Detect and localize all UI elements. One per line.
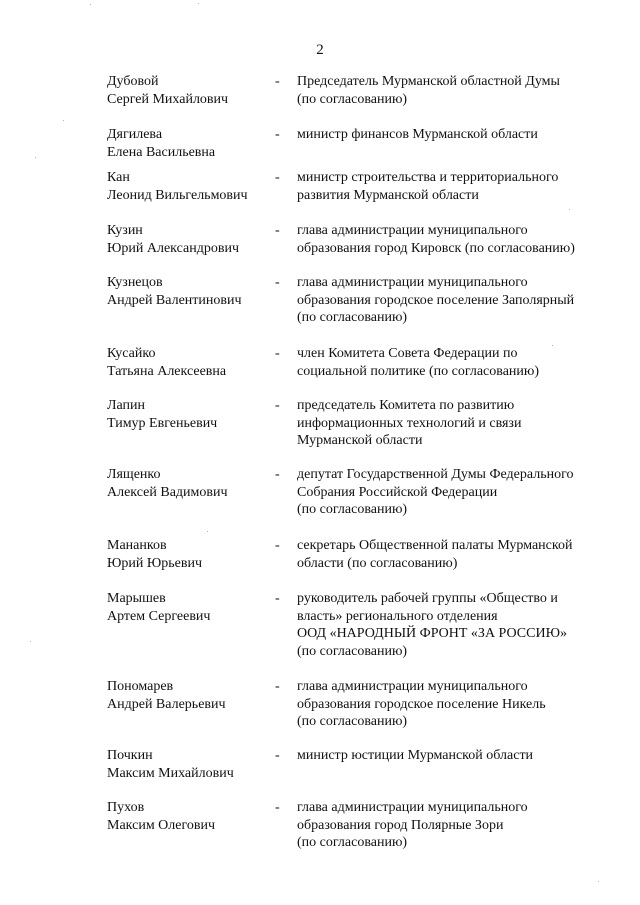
- member-given-names: Алексей Вадимович: [107, 484, 228, 500]
- position-line: социальной политике (по согласованию): [297, 363, 540, 379]
- member-name: [107, 466, 267, 501]
- member-name: [107, 73, 267, 108]
- member-position: [297, 126, 617, 144]
- position-line: руководитель рабочей группы «Общество и: [297, 591, 558, 606]
- position-line: (по согласованию): [297, 714, 408, 729]
- position-line: образования городское поселение Заполярный: [297, 292, 575, 308]
- member-position: [297, 274, 617, 327]
- position-line: член Комитета Совета Федерации по: [297, 346, 518, 361]
- member-given-names: Максим Михайлович: [107, 765, 234, 781]
- position-line: области (по согласованию): [297, 555, 458, 571]
- separator-dash: -: [275, 74, 280, 89]
- position-line: развития Мурманской области: [297, 187, 479, 203]
- member-position: [297, 466, 617, 519]
- scan-speck: [552, 345, 553, 346]
- member-given-names: Артем Сергеевич: [107, 608, 211, 624]
- position-line: (по согласованию): [297, 835, 408, 850]
- member-given-names: Максим Олегович: [107, 817, 216, 833]
- scan-speck: [90, 4, 91, 5]
- position-line: Председатель Мурманской областной Думы: [297, 74, 560, 89]
- member-given-names: Андрей Валентинович: [107, 292, 242, 308]
- separator-dash: -: [275, 170, 280, 185]
- position-line: глава администрации муниципального: [297, 275, 528, 290]
- member-position: [297, 537, 617, 572]
- position-line: министр строительства и территориального: [297, 170, 559, 185]
- member-given-names: Андрей Валерьевич: [107, 696, 226, 712]
- member-position: [297, 590, 617, 660]
- separator-dash: -: [275, 538, 280, 553]
- separator-dash: -: [275, 467, 280, 482]
- scan-speck: [30, 641, 31, 642]
- position-line: Мурманской области: [297, 433, 423, 448]
- member-name: [107, 222, 267, 257]
- member-name: [107, 678, 267, 713]
- member-surname: Пухов: [107, 800, 145, 815]
- member-name: [107, 537, 267, 572]
- scan-speck: [35, 157, 36, 158]
- member-position: [297, 169, 617, 204]
- member-given-names: Сергей Михайлович: [107, 91, 229, 107]
- member-surname: Кан: [107, 170, 130, 185]
- member-surname: Мананков: [107, 538, 167, 553]
- member-given-names: Тимур Евгеньевич: [107, 415, 218, 431]
- member-given-names: Елена Васильевна: [107, 144, 216, 160]
- scan-speck: [598, 881, 599, 882]
- member-surname: Марышев: [107, 591, 166, 606]
- scan-speck: [198, 3, 199, 4]
- member-name: [107, 345, 267, 380]
- member-given-names: Юрий Юрьевич: [107, 555, 203, 571]
- separator-dash: -: [275, 275, 280, 290]
- member-surname: Пономарев: [107, 679, 174, 694]
- member-position: [297, 345, 617, 380]
- member-name: [107, 590, 267, 625]
- member-surname: Лященко: [107, 467, 161, 482]
- member-surname: Кузнецов: [107, 275, 163, 290]
- position-line: глава администрации муниципального: [297, 679, 528, 694]
- member-name: [107, 126, 267, 161]
- position-line: глава администрации муниципального: [297, 800, 528, 815]
- scan-speck: [207, 531, 208, 532]
- separator-dash: -: [275, 346, 280, 361]
- position-line: (по согласованию): [297, 502, 408, 517]
- scan-speck: [569, 209, 570, 210]
- separator-dash: -: [275, 223, 280, 238]
- separator-dash: -: [275, 748, 280, 763]
- member-given-names: Татьяна Алексеевна: [107, 363, 227, 379]
- position-line: ООД «НАРОДНЫЙ ФРОНТ «ЗА РОССИЮ»: [297, 626, 567, 641]
- page-number: 2: [316, 42, 324, 58]
- position-line: информационных технологий и связи: [297, 415, 522, 431]
- member-name: [107, 747, 267, 782]
- position-line: (по согласованию): [297, 310, 408, 325]
- member-position: [297, 747, 617, 765]
- separator-dash: -: [275, 591, 280, 606]
- position-line: глава администрации муниципального: [297, 223, 528, 238]
- separator-dash: -: [275, 800, 280, 815]
- member-position: [297, 397, 617, 450]
- position-line: председатель Комитета по развитию: [297, 398, 515, 413]
- separator-dash: -: [275, 398, 280, 413]
- position-line: власть» регионального отделения: [297, 608, 498, 624]
- position-line: образования городское поселение Никель: [297, 696, 546, 712]
- member-surname: Почкин: [107, 748, 153, 763]
- member-name: [107, 274, 267, 309]
- position-line: министр финансов Мурманской области: [297, 127, 538, 142]
- position-line: образования город Кировск (по согласованию): [297, 240, 575, 256]
- member-given-names: Леонид Вильгельмович: [107, 187, 248, 203]
- member-position: [297, 222, 617, 257]
- position-line: Собрания Российской Федерации: [297, 484, 498, 500]
- member-surname: Дубовой: [107, 74, 159, 89]
- member-given-names: Юрий Александрович: [107, 240, 239, 256]
- member-name: [107, 799, 267, 834]
- separator-dash: -: [275, 127, 280, 142]
- member-position: [297, 73, 617, 108]
- member-position: [297, 799, 617, 852]
- member-surname: Дягилева: [107, 127, 163, 142]
- member-surname: Лапин: [107, 398, 146, 413]
- scan-speck: [63, 120, 64, 121]
- member-name: [107, 397, 267, 432]
- separator-dash: -: [275, 679, 280, 694]
- member-surname: Кузин: [107, 223, 143, 238]
- member-position: [297, 678, 617, 731]
- member-surname: Кусайко: [107, 346, 156, 361]
- position-line: секретарь Общественной палаты Мурманской: [297, 538, 573, 553]
- member-name: [107, 169, 267, 204]
- position-line: депутат Государственной Думы Федерального: [297, 467, 574, 482]
- position-line: образования город Полярные Зори: [297, 817, 504, 833]
- position-line: (по согласованию): [297, 91, 408, 107]
- position-line: министр юстиции Мурманской области: [297, 748, 534, 763]
- position-line: (по согласованию): [297, 643, 408, 659]
